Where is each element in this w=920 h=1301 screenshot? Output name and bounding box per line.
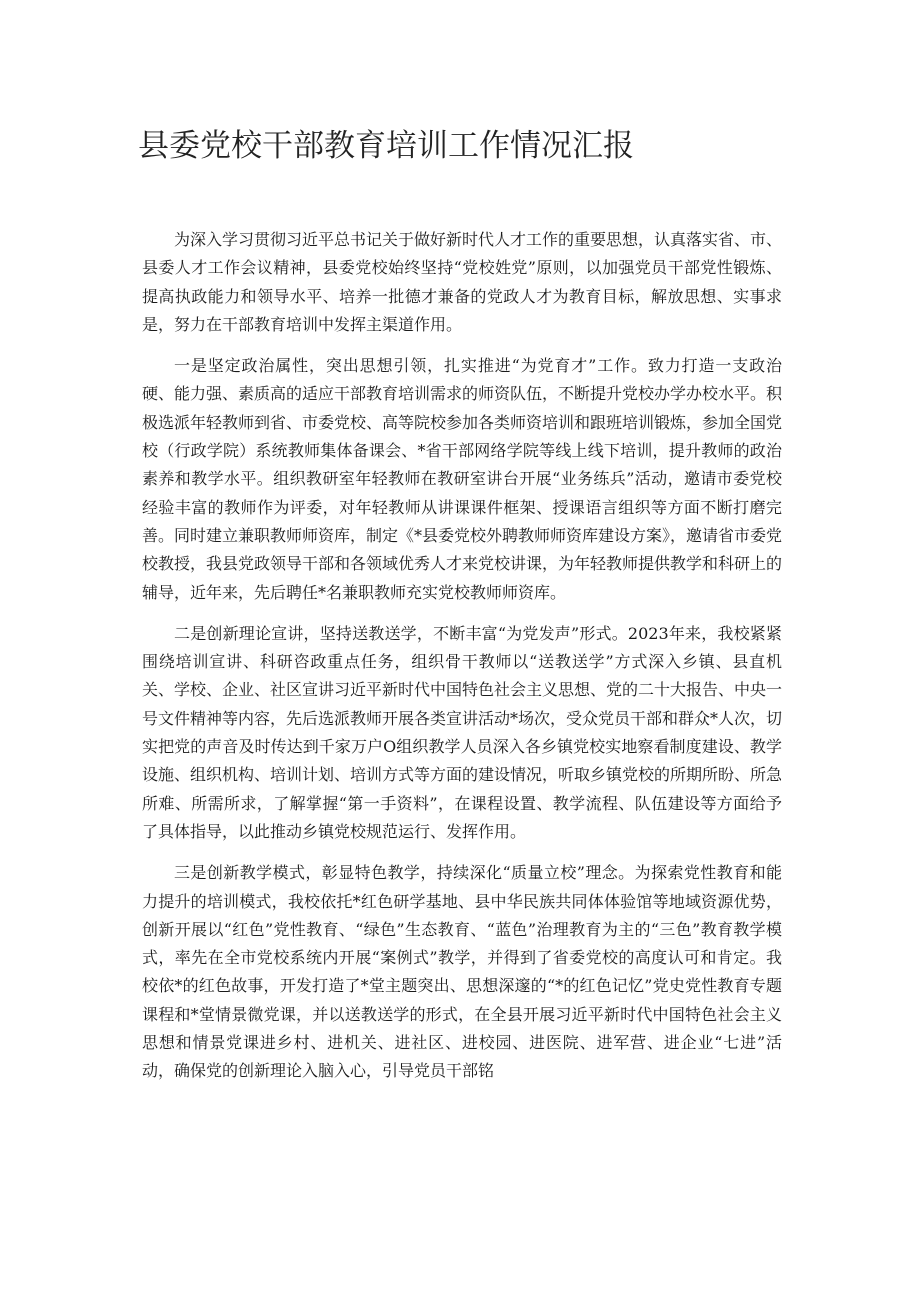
paragraph-point-one: 一是坚定政治属性，突出思想引领，扎实推进“为党育才”工作。致力打造一支政治硬、能力强、素质高的适应干部教育培训需求的师资队伍，不断提升党校办学办校水平。积极选派年轻教师到省、市委党校、高等院校参加各类师资培训和跟班培训锻炼，参加全国党校（行政学院）系统教师集体备课会、*省干部网络学院等线上线下培训，提升教师的政治素养和教学水平。组织教研室年轻教师在教研室讲台开展“业务练兵”活动，邀请市委党校经验丰富的教师作为评委，对年轻教师从讲课课件框架、授课语言组织等方面不断打磨完善。同时建立兼职教师师资库，制定《*县委党校外聘教师师资库建设方案》，邀请省市委党校教授，我县党政领导干部和各领域优秀人才来党校讲课，为年轻教师提供教学和科研上的辅导，近年来，先后聘任*名兼职教师充实党校教师师资库。 [142, 356, 783, 602]
document-title: 县委党校干部教育培训工作情况汇报 [138, 128, 634, 164]
paragraph-point-three: 三是创新教学模式，彰显特色教学，持续深化“质量立校”理念。为探索党性教育和能力提升的培训模式，我校依托*红色研学基地、县中华民族共同体体验馆等地域资源优势，创新开展以“红色”党性教育、“绿色”生态教育、“蓝色”治理教育为主的“三色”教育教学模式，率先在全市党校系统内开展“案例式”教学，并得到了省委党校的高度认可和肯定。我校依*的红色故事，开发打造了*堂主题突出、思想深邃的“*的红色记忆”党史党性教育专题课程和*堂情景微党课，并以送教送学的形式，在全县开展习近平新时代中国特色社会主义思想和情景党课进乡村、进机关、进社区、进校园、进医院、进军营、进企业“七进”活动，确保党的创新理论入脑入心，引导党员干部铭 [142, 863, 782, 1081]
paragraph-point-two: 二是创新理论宣讲，坚持送教送学，不断丰富“为党发声”形式。2023年来，我校紧紧围绕培训宣讲、科研咨政重点任务，组织骨干教师以“送教送学”方式深入乡镇、县直机关、学校、企业、社区宣讲习近平新时代中国特色社会主义思想、党的二十大报告、中央一号文件精神等内容，先后选派教师开展各类宣讲活动*场次，受众党员干部和群众*人次，切实把党的声音及时传达到千家万户O组织教学人员深入各乡镇党校实地察看制度建设、教学设施、组织机构、培训计划、培训方式等方面的建设情况，听取乡镇党校的所期所盼、所急所难、所需所求，了解掌握“第一手资料”，在课程设置、教学流程、队伍建设等方面给予了具体指导，以此推动乡镇党校规范运行、发挥作用。 [142, 623, 783, 841]
document-body [142, 226, 782, 1099]
paragraph-intro: 为深入学习贯彻习近平总书记关于做好新时代人才工作的重要思想，认真落实省、市、县委人才工作会议精神，县委党校始终坚持“党校姓党”原则，以加强党员干部党性锻炼、提高执政能力和领导水平、培养一批德才兼备的党政人才为教育目标，解放思想、实事求是，努力在干部教育培训中发挥主渠道作用。 [142, 230, 783, 334]
